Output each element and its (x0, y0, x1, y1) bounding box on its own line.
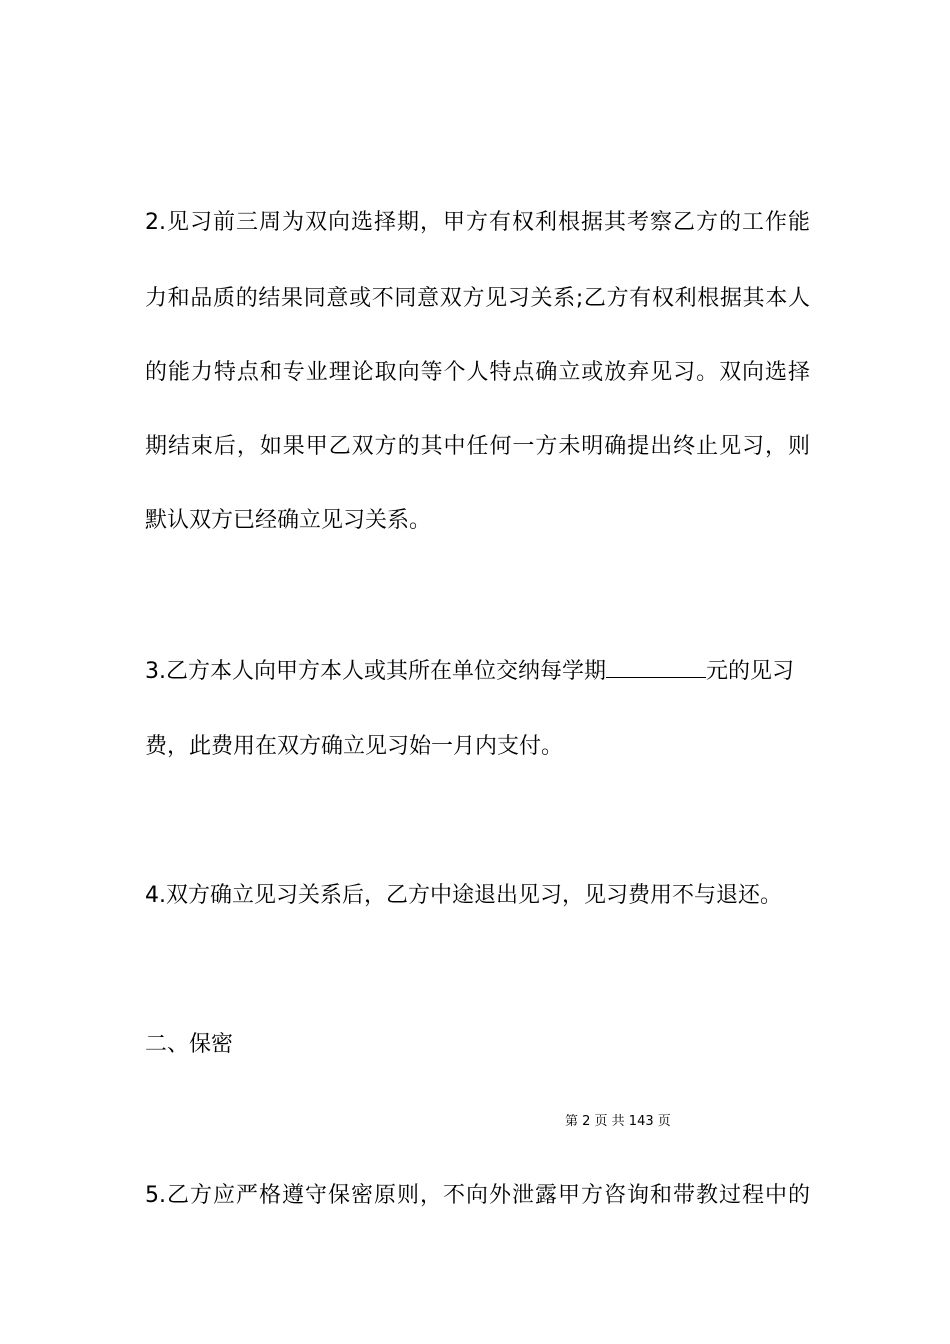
paragraph-3-line-2: 费，此费用在双方确立见习始一月内支付。 (145, 734, 564, 759)
section-heading-confidentiality: 二、保密 (145, 1032, 234, 1057)
paragraph-2-line-5: 默认双方已经确立见习关系。 (145, 508, 432, 533)
paragraph-3-line-1-after: 元的见习 (706, 659, 795, 684)
fee-blank-underline (606, 657, 706, 678)
paragraph-2-line-3: 的能力特点和专业理论取向等个人特点确立或放弃见习。双向选择 (145, 360, 810, 385)
paragraph-2-line-1: 2.见习前三周为双向选择期，甲方有权利根据其考察乙方的工作能 (145, 210, 810, 235)
paragraph-3-line-1-before: 3.乙方本人向甲方本人或其所在单位交纳每学期 (145, 659, 606, 684)
paragraph-3-line-1 (145, 657, 810, 687)
paragraph-4-line-1: 4.双方确立见习关系后，乙方中途退出见习，见习费用不与退还。 (145, 883, 782, 908)
paragraph-2-line-2: 力和品质的结果同意或不同意双方见习关系;乙方有权利根据其本人 (145, 286, 810, 311)
paragraph-5-line-1: 5.乙方应严格遵守保密原则，不向外泄露甲方咨询和带教过程中的 (145, 1183, 810, 1208)
page-number-footer: 第 2 页 共 143 页 (565, 1114, 671, 1129)
paragraph-2-line-4: 期结束后，如果甲乙双方的其中任何一方未明确提出终止见习，则 (145, 434, 810, 459)
